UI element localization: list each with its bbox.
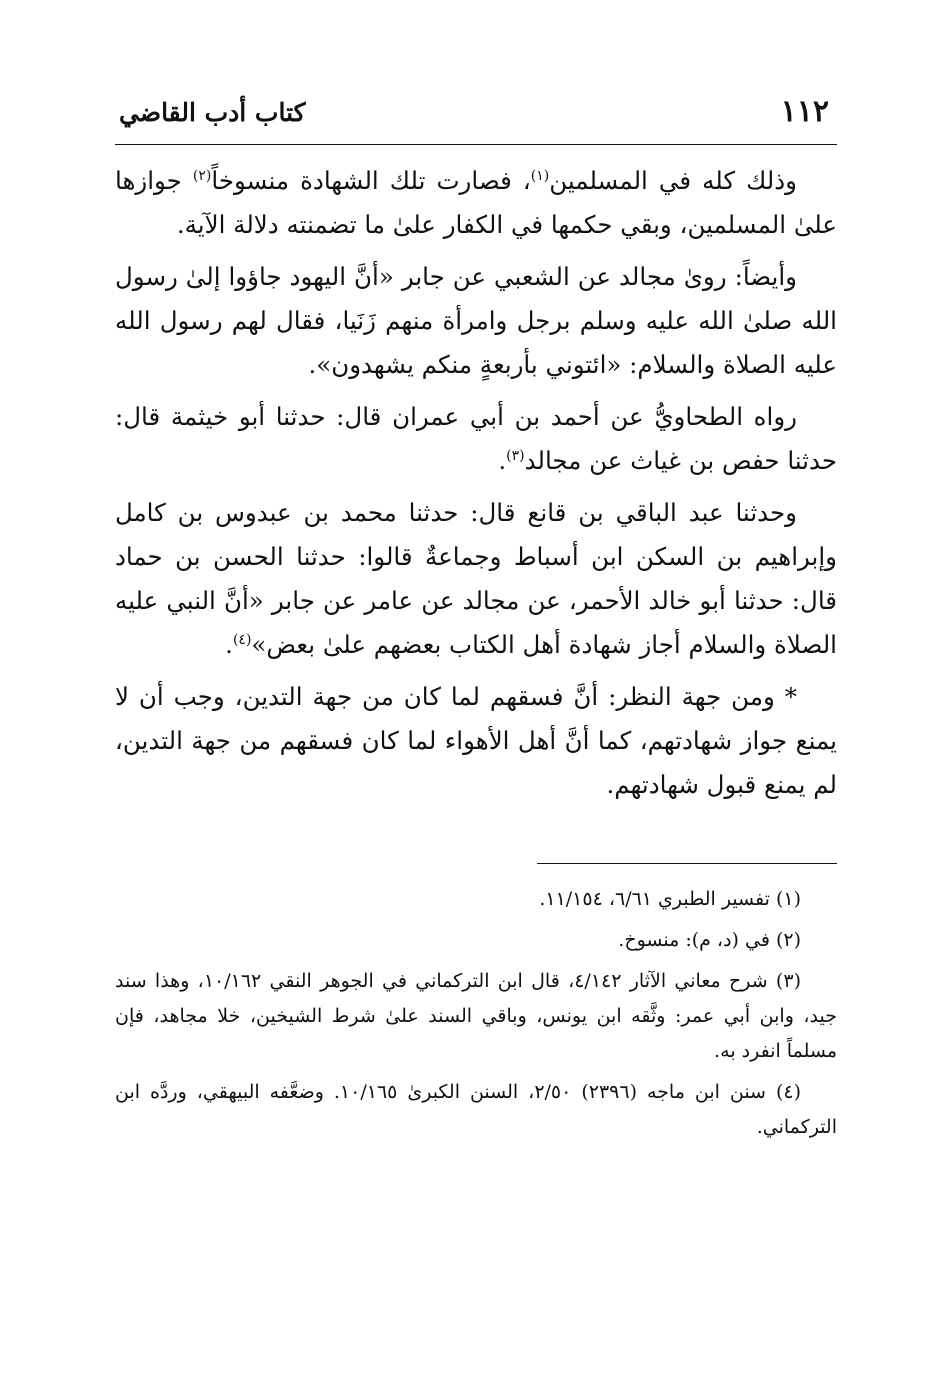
- footnote-4: (٤) سنن ابن ماجه (٢٣٩٦) ٢/٥٠، السنن الكبرىٰ ١٠/١٦٥. وضعَّفه البيهقي، وردَّه ابن التركماني.: [115, 1081, 837, 1138]
- page-number: ١١٢: [780, 94, 829, 129]
- paragraph-3: رواه الطحاويُّ عن أحمد بن أبي عمران قال: حدثنا أبو خيثمة قال: حدثنا حفص بن غياث عن مجالد$^{(٣)}$.: [115, 402, 837, 475]
- paragraph-4: وحدثنا عبد الباقي بن قانع قال: حدثنا محمد بن عبدوس بن كامل وإبراهيم بن السكن ابن أسباط وجماعةٌ قالوا: حدثنا الحسن بن حماد قال: حدثنا أبو خالد الأحمر، عن مجالد عن عامر عن جابر «أنَّ النبي عليه الصلاة والسلام أجاز شهادة أهل الكتاب بعضهم علىٰ بعض»$^{(٤)}$.: [115, 498, 837, 659]
- footnotes: [115, 882, 837, 1145]
- footnote-1: (١) تفسير الطبري ٦/٦١، ١١/١٥٤.: [539, 888, 801, 910]
- footnote-2: (٢) في (د، م): منسوخ.: [618, 929, 801, 951]
- footnote-ref-2: (٢): [192, 167, 212, 184]
- book-page: [115, 88, 837, 1151]
- footnote-ref-4: (٤): [232, 631, 252, 648]
- paragraph-1: وذلك كله في المسلمين$^{(١)}$، فصارت تلك الشهادة منسوخاً$^{(٢)}$ جوازها علىٰ المسلمين، وبقي حكمها في الكفار علىٰ ما تضمنته دلالة الآية.: [115, 166, 837, 239]
- book-title: كتاب أدب القاضي: [119, 98, 306, 127]
- footnote-divider: [537, 863, 837, 864]
- paragraph-5: * ومن جهة النظر: أنَّ فسقهم لما كان من جهة التدين، وجب أن لا يمنع جواز شهادتهم، كما أنَّ أهل الأهواء لما كان فسقهم من جهة التدين، لم يمنع قبول شهادتهم.: [115, 682, 837, 799]
- footnote-ref-3: (٣): [506, 447, 525, 464]
- main-text: [115, 159, 837, 807]
- footnote-3: (٣) شرح معاني الآثار ٤/١٤٢، قال ابن التركماني في الجوهر النقي ١٠/١٦٢، وهذا سند جيد، وابن أبي عمر: وثَّقه ابن يونس، وباقي السند علىٰ شرط الشيخين، خلا مجاهد، فإن مسلماً انفرد به.: [115, 970, 837, 1062]
- paragraph-2: وأيضاً: روىٰ مجالد عن الشعبي عن جابر «أنَّ اليهود جاؤوا إلىٰ رسول الله صلىٰ الله عليه وسلم برجل وامرأة منهم زَنَيا، فقال لهم رسول الله عليه الصلاة والسلام: «ائتوني بأربعةٍ منكم يشهدون».: [115, 262, 837, 379]
- footnote-ref-1: (١): [530, 167, 550, 184]
- page-header: [115, 88, 837, 145]
